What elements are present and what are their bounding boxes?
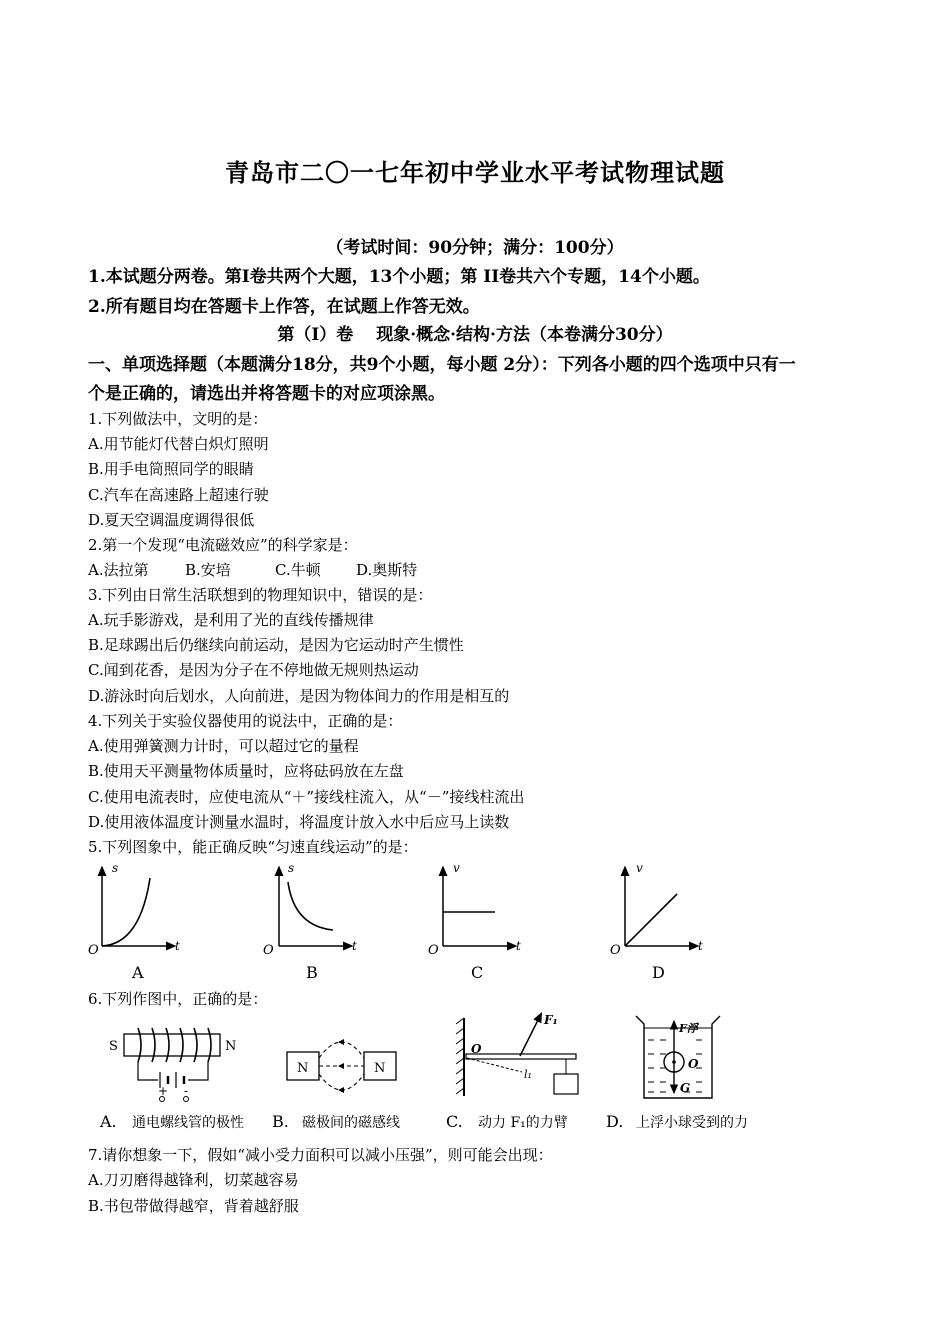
q6-d-label-fbuoy: F浮: [679, 1022, 698, 1035]
q5-graph-d-label: D: [652, 963, 665, 982]
q6-a-caption: 通电螺线管的极性: [132, 1115, 244, 1131]
q5-graph-b-label: B: [306, 963, 318, 982]
q5-graph-d-yaxis: v: [636, 861, 643, 875]
q6-diagram-a: [109, 1028, 236, 1102]
note-2: 2.所有题目均在答题卡上作答，在试题上作答无效。: [88, 297, 480, 317]
q5-graph-b-curve: [288, 882, 333, 930]
q2-option-c: C.牛顿: [275, 561, 321, 579]
section1-line1: 一、单项选择题（本题满分18分，共9个小题，每小题 2分）：下列各小题的四个选项中只有一: [88, 355, 796, 375]
q7-option-b: B.书包带做得越窄，背着越舒服: [88, 1197, 299, 1215]
q5-graph-d-origin: O: [610, 943, 621, 958]
q3-option-c: C.闻到花香，是因为分子在不停地做无规则热运动: [88, 661, 419, 679]
q1-option-b: B.用手电筒照同学的眼睛: [88, 460, 254, 478]
exam-title: 青岛市二〇一七年初中学业水平考试物理试题: [225, 158, 725, 187]
q5-graph-a-origin: O: [88, 943, 99, 958]
q5-graph-b: [263, 861, 357, 982]
q1-option-a: A.用节能灯代替白炽灯照明: [88, 435, 269, 453]
q5-graph-d: [610, 861, 703, 982]
q5-stem: 5.下列图象中，能正确反映“匀速直线运动”的是：: [88, 838, 418, 856]
q6-b-label-n2: N: [374, 1061, 386, 1076]
q2-options: [88, 559, 488, 581]
q3-stem: 3.下列由日常生活联想到的物理知识中，错误的是：: [88, 586, 433, 604]
q5-graph-c-label: C: [471, 963, 484, 982]
q6-a-letter: A.: [100, 1112, 117, 1131]
q6-d-caption: 上浮小球受到的力: [636, 1115, 748, 1131]
q6-a-label-plus: +: [158, 1084, 169, 1098]
q6-b-label-n1: N: [297, 1061, 309, 1076]
q5-graph-b-yaxis: s: [288, 861, 295, 875]
q4-option-d: D.使用液体温度计测量水温时，将温度计放入水中后应马上读数: [88, 813, 510, 831]
q2-option-a: A.法拉第: [88, 561, 149, 579]
q6-d-label-g: G: [680, 1081, 691, 1095]
q3-option-a: A.玩手影游戏，是利用了光的直线传播规律: [88, 611, 374, 629]
q2-option-b: B.安培: [185, 561, 231, 579]
q5-graph-a-label: A: [132, 963, 144, 982]
q4-stem: 4.下列关于实验仪器使用的说法中，正确的是：: [88, 712, 403, 730]
q6-a-label-n: N: [225, 1039, 237, 1054]
section1-line2: 个是正确的，请选出并将答题卡的对应项涂黑。: [88, 384, 445, 404]
q6-a-label-s: S: [109, 1039, 118, 1054]
q1-stem: 1.下列做法中，文明的是：: [88, 410, 268, 428]
volume-header: 第（Ⅰ）卷 现象·概念·结构·方法（本卷满分30分）: [277, 325, 673, 345]
q6-c-label-f1: F₁: [544, 1013, 558, 1027]
q6-captions: [100, 1112, 780, 1134]
q5-graph-c-xaxis: t: [516, 939, 521, 953]
q6-a-label-minus: -: [184, 1084, 189, 1098]
q4-option-a: A.使用弹簧测力计时，可以超过它的量程: [88, 737, 359, 755]
q7-option-a: A.刀刃磨得越锋利，切菜越容易: [88, 1171, 299, 1189]
q1-option-c: C.汽车在高速路上超速行驶: [88, 486, 269, 504]
q4-option-b: B.使用天平测量物体质量时，应将砝码放在左盘: [88, 762, 404, 780]
q6-diagrams: [100, 1010, 780, 1105]
q6-c-letter: C.: [446, 1112, 463, 1131]
q6-c-label-o: O: [471, 1042, 482, 1056]
q5-graph-a-yaxis: s: [112, 861, 119, 875]
q6-c-caption: 动力 F₁的力臂: [478, 1115, 568, 1131]
q5-graph-c-yaxis: v: [453, 861, 460, 875]
q3-option-b: B.足球踢出后仍继续向前运动，是因为它运动时产生惯性: [88, 636, 464, 654]
q5-graph-a-xaxis: t: [175, 939, 180, 953]
q5-graph-b-origin: O: [263, 943, 274, 958]
q5-graph-b-xaxis: t: [352, 939, 357, 953]
q6-c-label-l1: l₁: [524, 1068, 532, 1081]
q6-d-letter: D.: [606, 1112, 624, 1131]
q2-stem: 2.第一个发现“电流磁效应”的科学家是：: [88, 536, 358, 554]
q6-stem: 6.下列作图中，正确的是：: [88, 990, 268, 1008]
q5-graph-a-curve: [102, 878, 150, 946]
q5-graph-d-xaxis: t: [698, 939, 703, 953]
q3-option-d: D.游泳时向后划水，人向前进，是因为物体间力的作用是相互的: [88, 687, 510, 705]
q5-graph-c-origin: O: [428, 943, 439, 958]
q1-option-d: D.夏天空调温度调得很低: [88, 511, 255, 529]
q6-diagram-c: [456, 1013, 578, 1096]
q5-graph-a: [88, 861, 180, 982]
q6-diagram-d: [636, 1016, 720, 1098]
q6-diagram-b: [287, 1039, 396, 1093]
q7-stem: 7.请你想象一下，假如“减小受力面积可以减小压强”，则可能会出现：: [88, 1146, 553, 1164]
q5-graph-c: [428, 861, 521, 982]
exam-info: （考试时间：90分钟；满分：100分）: [326, 238, 624, 258]
q5-graph-d-line: [625, 894, 677, 946]
q6-d-label-o: O: [688, 1057, 699, 1071]
q5-graphs: [80, 858, 780, 988]
q6-b-letter: B.: [272, 1112, 289, 1131]
note-1: 1.本试题分两卷。第Ⅰ卷共两个大题，13个小题；第 II卷共六个专题，14个小题。: [88, 267, 710, 287]
q4-option-c: C.使用电流表时，应使电流从“＋”接线柱流入，从“－”接线柱流出: [88, 788, 525, 806]
q2-option-d: D.奥斯特: [356, 561, 418, 579]
q6-b-caption: 磁极间的磁感线: [302, 1115, 400, 1131]
